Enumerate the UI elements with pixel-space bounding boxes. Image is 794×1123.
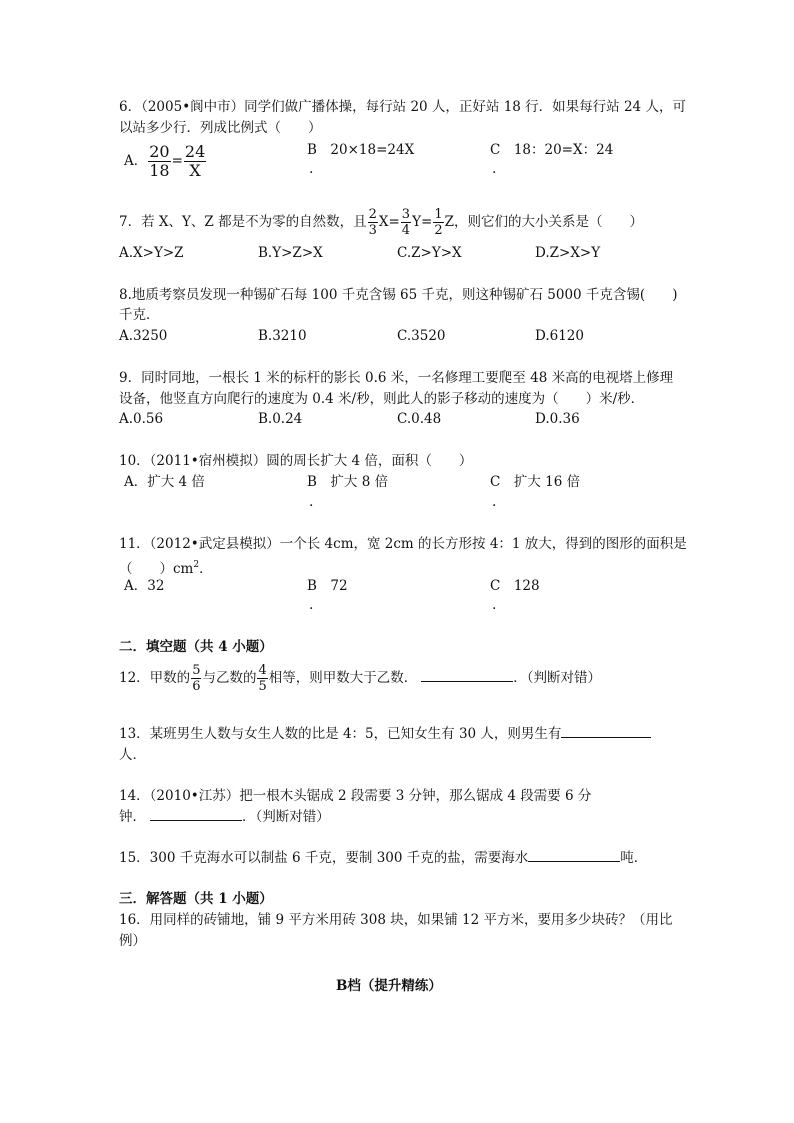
q12-fraction-1: $\frac{5}{6}$ bbox=[192, 663, 201, 694]
q14-stem-line2: 钟． ．（判断对错） bbox=[119, 809, 330, 825]
q6-stem-line2: 以站多少行．列成比例式（ ） bbox=[119, 120, 322, 136]
q12-stem: 12．甲数的 $\frac{5}{6}$ 与乙数的 $\frac{4}{5}$ 相等，则甲数大于乙数． ．（判断对错） bbox=[119, 663, 601, 694]
q11-option-a: A．32 bbox=[124, 578, 165, 594]
q9-option-b: B.0.24 bbox=[258, 411, 303, 427]
q9-option-d: D.0.36 bbox=[535, 411, 580, 427]
q11-option-b: B 72 bbox=[307, 578, 348, 594]
q9-option-c: C.0.48 bbox=[397, 411, 442, 427]
q7-fraction-1: $\frac{2}{3}$ bbox=[368, 207, 377, 238]
q7-fraction-3: $\frac{1}{2}$ bbox=[434, 207, 443, 238]
q7-option-b: B.Y>Z>X bbox=[258, 245, 323, 261]
q11-stem-line2: （ ）$cm^2$． bbox=[119, 560, 213, 577]
q16-stem-line2: 例） bbox=[119, 933, 146, 949]
q7-option-d: D.Z>X>Y bbox=[535, 245, 601, 261]
q15-answer-blank[interactable] bbox=[528, 849, 620, 862]
q10-option-a: A．扩大 4 倍 bbox=[124, 474, 205, 490]
q9-stem-line1: 9．同时同地，一根长 1 米的标杆的影长 0.6 米，一名修理工要爬至 48 米高的电视塔上修理 bbox=[119, 370, 674, 386]
q8-option-c: C.3520 bbox=[397, 328, 446, 344]
q6-equals: = bbox=[171, 153, 183, 169]
q11-option-c: C 128 bbox=[490, 578, 540, 594]
q6-option-a bbox=[124, 143, 207, 179]
q8-option-d: D.6120 bbox=[535, 328, 584, 344]
section-title-solutions: 三．解答题（共 1 小题） bbox=[119, 891, 273, 907]
q12-fraction-2: $\frac{4}{5}$ bbox=[258, 663, 267, 694]
q10-c-dot: . bbox=[492, 494, 497, 510]
q7-option-a: A.X>Y>Z bbox=[119, 245, 184, 261]
q13-stem-line1: 13．某班男生人数与女生人数的比是 4：5，已知女生有 30 人，则男生有 bbox=[119, 725, 651, 743]
q6-fraction-1: $\frac{20}{18}$ bbox=[149, 142, 170, 180]
q6-option-b: B 20×18=24X bbox=[307, 142, 415, 158]
b-level-heading: B档（提升精练） bbox=[336, 978, 442, 994]
q8-option-a: A.3250 bbox=[119, 328, 168, 344]
q14-answer-blank[interactable] bbox=[150, 808, 242, 821]
q10-b-dot: . bbox=[309, 494, 314, 510]
q6-option-a-label: A． bbox=[124, 153, 148, 169]
q8-stem-line1: 8.地质考察员发现一种锡矿石每 100 千克含锡 65 千克，则这种锡矿石 5000 千克含锡( ) bbox=[119, 287, 678, 303]
q14-stem-line1: 14．（2010•江苏）把一根木头锯成 2 段需要 3 分钟，那么锯成 4 段需要 6 分 bbox=[119, 788, 592, 804]
q16-stem-line1: 16．用同样的砖铺地，铺 9 平方米用砖 308 块，如果铺 12 平方米，要用多少块砖？（用比 bbox=[119, 912, 673, 928]
q10-option-c: C 扩大 16 倍 bbox=[490, 474, 581, 490]
q8-stem-line2: 千克． bbox=[119, 307, 160, 323]
q6-fraction-2: $\frac{24}{X}$ bbox=[184, 142, 206, 180]
section-title-fill-in: 二．填空题（共 4 小题） bbox=[119, 639, 273, 655]
q10-option-b: B 扩大 8 倍 bbox=[307, 474, 389, 490]
q7-fraction-2: $\frac{3}{4}$ bbox=[401, 207, 411, 238]
q11-c-dot: . bbox=[492, 597, 497, 613]
q7-option-c: C.Z>Y>X bbox=[397, 245, 462, 261]
q11-b-dot: . bbox=[309, 597, 314, 613]
q9-option-a: A.0.56 bbox=[119, 411, 164, 427]
q9-stem-line2: 设备，他竖直方向爬行的速度为 0.4 米/秒，则此人的影子移动的速度为（ ）米/秒． bbox=[119, 391, 645, 407]
q13-stem-line2: 人． bbox=[119, 747, 146, 763]
q15-stem: 15．300 千克海水可以制盐 6 千克，要制 300 千克的盐，需要海水 吨． bbox=[119, 850, 648, 866]
q6-c-dot: . bbox=[492, 161, 497, 177]
q10-stem: 10．（2011•宿州模拟）圆的周长扩大 4 倍，面积（ ） bbox=[119, 453, 473, 469]
q7-stem: 7．若 X、Y、Z 都是不为零的自然数，且 $\frac{2}{3}$ X= $\frac{3}{4}$ Y= $\frac{1}{2}$ Z，则它们的大小关系是（ ） bbox=[119, 207, 643, 238]
q13-answer-blank[interactable] bbox=[561, 725, 651, 738]
q11-stem-line1: 11．（2012•武定县模拟）一个长 4cm，宽 2cm 的长方形按 4：1 放大，得到的图形的面积是 bbox=[119, 536, 687, 552]
q8-option-b: B.3210 bbox=[258, 328, 307, 344]
q6-option-c: C 18：20=X：24 bbox=[490, 142, 614, 158]
q12-answer-blank[interactable] bbox=[421, 669, 513, 682]
q6-b-dot: . bbox=[309, 161, 314, 177]
q6-stem-line1: 6．（2005•阆中市）同学们做广播体操，每行站 20 人，正好站 18 行．如果每行站 24 人，可 bbox=[119, 99, 686, 115]
